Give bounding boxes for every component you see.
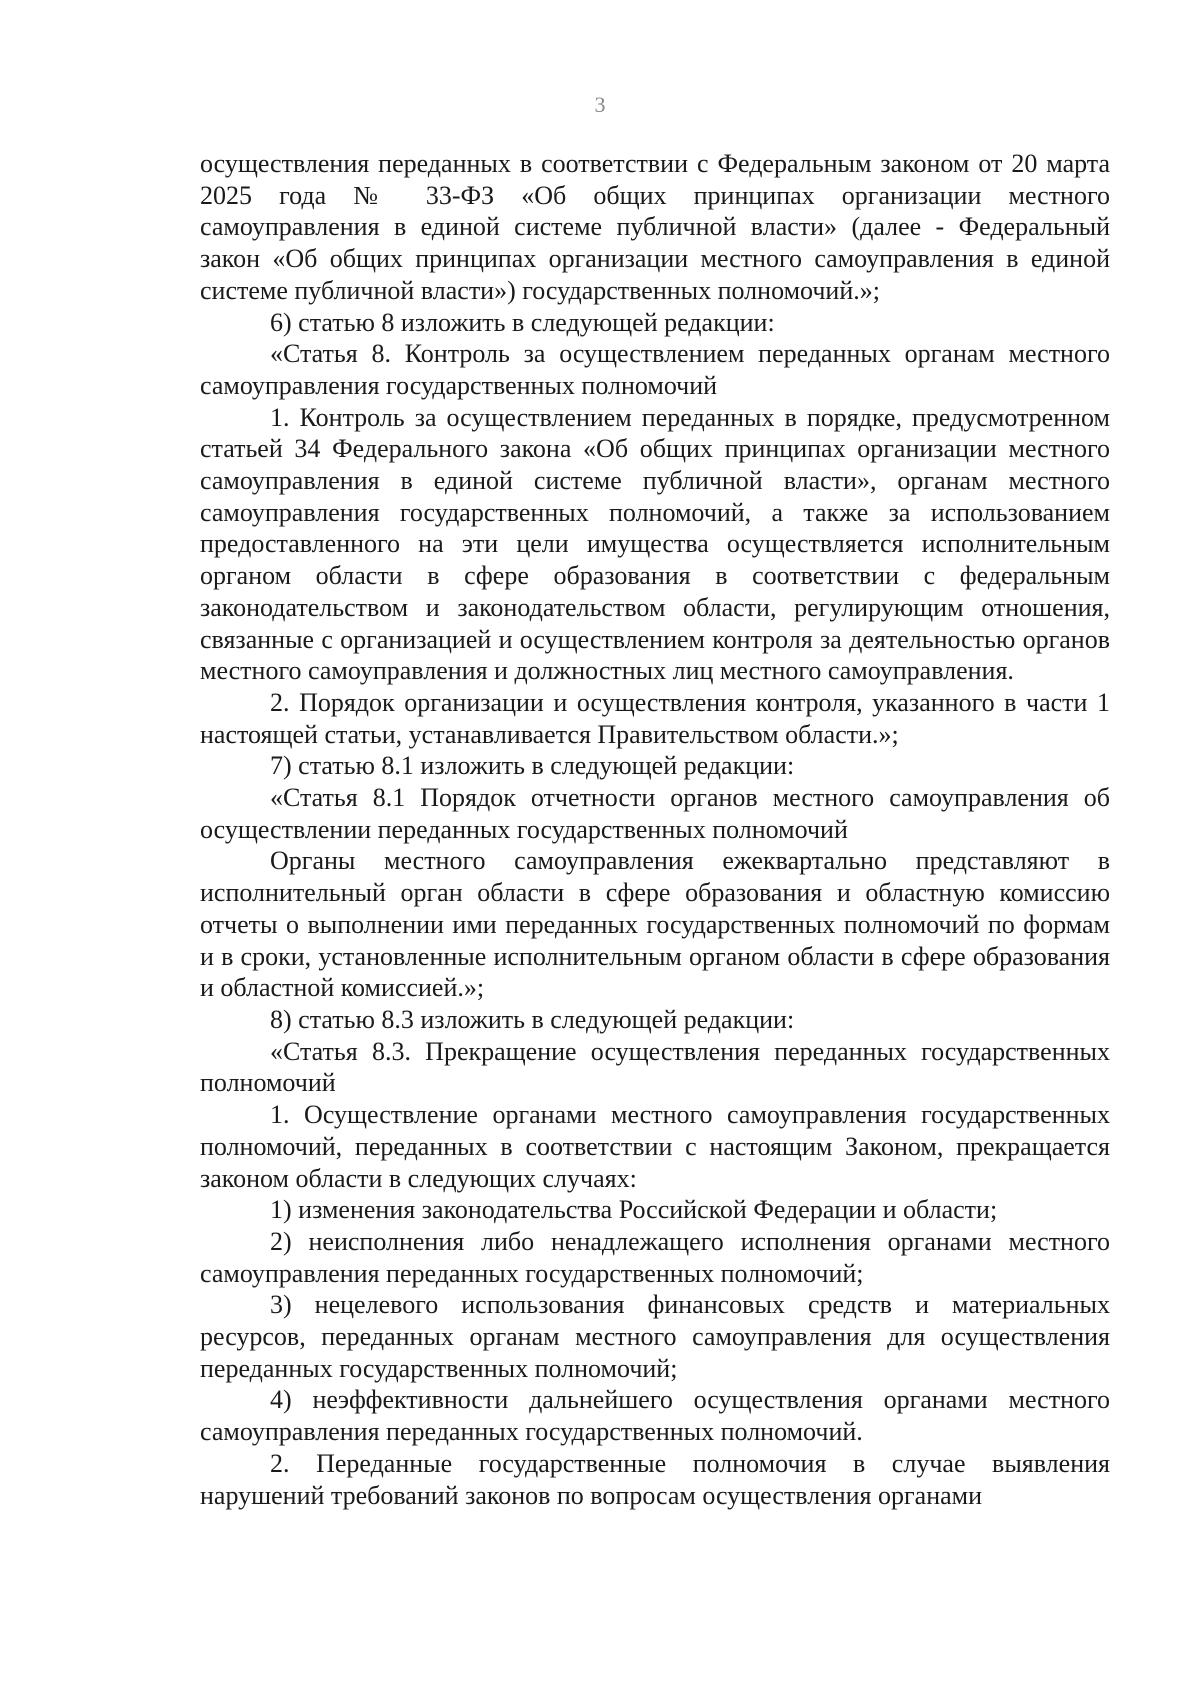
paragraph-6: 7) статью 8.1 изложить в следующей редакции: [270,751,795,781]
paragraph-14: 3) нецелевого использования финансовых средств и материальных ресурсов, переданных органам местного самоуправления для осуществления переданных государственных полномочий; [200,1290,1110,1383]
document-body [200,148,1110,1511]
paragraph-1: осуществления переданных в соответствии с Федеральным законом от 20 марта 2025 года № 33-ФЗ «Об общих принципах организации местного самоуправления в единой системе публичной власти» (далее - Федеральный закон «Об общих принципах организации местного самоуправления в единой системе публичной власти») государственных полномочий.»; [200,149,1110,305]
paragraph-10: «Статья 8.3. Прекращение осуществления переданных государственных полномочий [200,1036,1110,1098]
paragraph-8: Органы местного самоуправления ежеквартально представляют в исполнительный орган области в сфере образования и областную комиссию отчеты о выполнении ими переданных государственных полномочий по формам и в сроки, установленные исполнительным органом области в сфере образования и областной комиссией.»; [200,846,1110,1003]
paragraph-2: 6) статью 8 изложить в следующей редакции: [270,307,775,337]
paragraph-16: 2. Переданные государственные полномочия в случае выявления нарушений требований законов по вопросам осуществления органами [200,1448,1110,1510]
paragraph-5: 2. Порядок организации и осуществления контроля, указанного в части 1 настоящей статьи, устанавливается Правительством области.»; [200,687,1110,749]
paragraph-9: 8) статью 8.3 изложить в следующей редакции: [270,1004,795,1034]
paragraph-15: 4) неэффективности дальнейшего осуществления органами местного самоуправления переданных государственных полномочий. [200,1385,1110,1447]
paragraph-13: 2) неисполнения либо ненадлежащего исполнения органами местного самоуправления переданных государственных полномочий; [200,1226,1110,1288]
paragraph-11: 1. Осуществление органами местного самоуправления государственных полномочий, переданных в соответствии с настоящим Законом, прекращается законом области в следующих случаях: [200,1100,1110,1193]
paragraph-3: «Статья 8. Контроль за осуществлением переданных органам местного самоуправления государственных полномочий [200,339,1110,400]
paragraph-12: 1) изменения законодательства Российской Федерации и области; [270,1195,998,1225]
paragraph-7: «Статья 8.1 Порядок отчетности органов местного самоуправления об осуществлении переданных государственных полномочий [200,783,1110,844]
page-number: 3 [594,92,606,117]
paragraph-4: 1. Контроль за осуществлением переданных в порядке, предусмотренном статьей 34 Федерального закона «Об общих принципах организации местного самоуправления в единой системе публичной власти», органам местного самоуправления государственных полномочий, а также за использованием предоставленного на эти цели имущества осуществляется исполнительным органом области в сфере образования в соответствии с федеральным законодательством и законодательством области, регулирующим отношения, связанные с организацией и осуществлением контроля за деятельностью органов местного самоуправления и должностных лиц местного самоуправления. [200,402,1110,686]
